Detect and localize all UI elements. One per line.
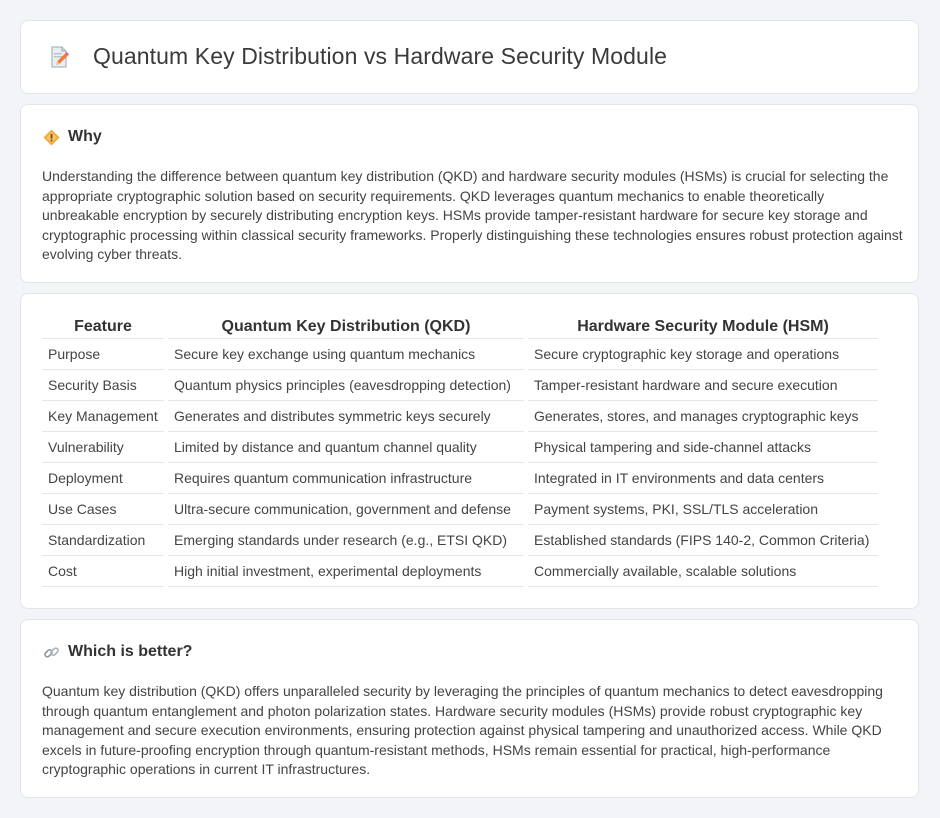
- table-row: [42, 555, 878, 586]
- comparison-table: [42, 316, 878, 587]
- feature-cell: Deployment: [42, 462, 166, 493]
- table-row: [42, 338, 878, 369]
- qkd-cell: Ultra-secure communication, government and defense: [166, 493, 526, 524]
- why-header: [43, 128, 102, 146]
- feature-cell: Standardization: [42, 524, 166, 555]
- table-row: [42, 524, 878, 555]
- why-title: Why: [68, 128, 102, 145]
- qkd-cell: High initial investment, experimental deployments: [166, 555, 526, 586]
- diamond-warning-icon: [43, 129, 60, 146]
- document-edit-icon: [47, 45, 71, 69]
- which-better-section: [20, 619, 919, 798]
- table-row: [42, 462, 878, 493]
- qkd-cell: Requires quantum communication infrastructure: [166, 462, 526, 493]
- title-row: [47, 43, 667, 70]
- table-row: [42, 400, 878, 431]
- hsm-cell: Commercially available, scalable solutions: [526, 555, 878, 586]
- comparison-section: [20, 293, 919, 609]
- feature-cell: Purpose: [42, 338, 166, 369]
- title-card: [20, 20, 919, 94]
- hsm-cell: Tamper-resistant hardware and secure execution: [526, 369, 878, 400]
- which-better-body: Quantum key distribution (QKD) offers unparalleled security by leveraging the principles of quantum mechanics to detect eavesdropping through quantum entanglement and photon polarization states. Hardware security modules (HSMs) provide robust cryptographic key management and secure execution environments, ensuring protection against physical tampering and unauthorized access. While QKD excels in future-proofing encryption through quantum-resistant methods, HSMs remain essential for practical, high-performance cryptographic operations in current IT infrastructures.: [42, 683, 883, 778]
- feature-cell: Cost: [42, 555, 166, 586]
- hsm-cell: Secure cryptographic key storage and operations: [526, 338, 878, 369]
- qkd-cell: Limited by distance and quantum channel quality: [166, 431, 526, 462]
- qkd-cell: Quantum physics principles (eavesdropping detection): [166, 369, 526, 400]
- which-better-title: Which is better?: [68, 643, 193, 660]
- header-qkd: Quantum Key Distribution (QKD): [166, 316, 526, 338]
- hsm-cell: Payment systems, PKI, SSL/TLS acceleration: [526, 493, 878, 524]
- link-icon: [43, 644, 60, 661]
- table-row: [42, 369, 878, 400]
- table-row: [42, 431, 878, 462]
- qkd-cell: Secure key exchange using quantum mechanics: [166, 338, 526, 369]
- feature-cell: Security Basis: [42, 369, 166, 400]
- hsm-cell: Generates, stores, and manages cryptographic keys: [526, 400, 878, 431]
- hsm-cell: Physical tampering and side-channel attacks: [526, 431, 878, 462]
- page-title: Quantum Key Distribution vs Hardware Security Module: [93, 43, 668, 69]
- feature-cell: Vulnerability: [42, 431, 166, 462]
- why-body: Understanding the difference between quantum key distribution (QKD) and hardware security modules (HSMs) is crucial for selecting the appropriate cryptographic solution based on security requirements. QKD leverages quantum mechanics to enable theoretically unbreakable encryption by securely distributing encryption keys. HSMs provide tamper-resistant hardware for secure key storage and cryptographic processing within classical security frameworks. Properly distinguishing these technologies ensures robust protection against evolving cyber threats.: [42, 168, 903, 263]
- qkd-cell: Emerging standards under research (e.g., ETSI QKD): [166, 524, 526, 555]
- feature-cell: Key Management: [42, 400, 166, 431]
- table-row: [42, 493, 878, 524]
- header-hsm: Hardware Security Module (HSM): [526, 316, 878, 338]
- why-section: [20, 104, 919, 283]
- table-header-row: [42, 316, 878, 338]
- feature-cell: Use Cases: [42, 493, 166, 524]
- qkd-cell: Generates and distributes symmetric keys securely: [166, 400, 526, 431]
- hsm-cell: Established standards (FIPS 140-2, Common Criteria): [526, 524, 878, 555]
- which-better-header: [43, 643, 192, 661]
- header-feature: Feature: [42, 316, 166, 338]
- hsm-cell: Integrated in IT environments and data centers: [526, 462, 878, 493]
